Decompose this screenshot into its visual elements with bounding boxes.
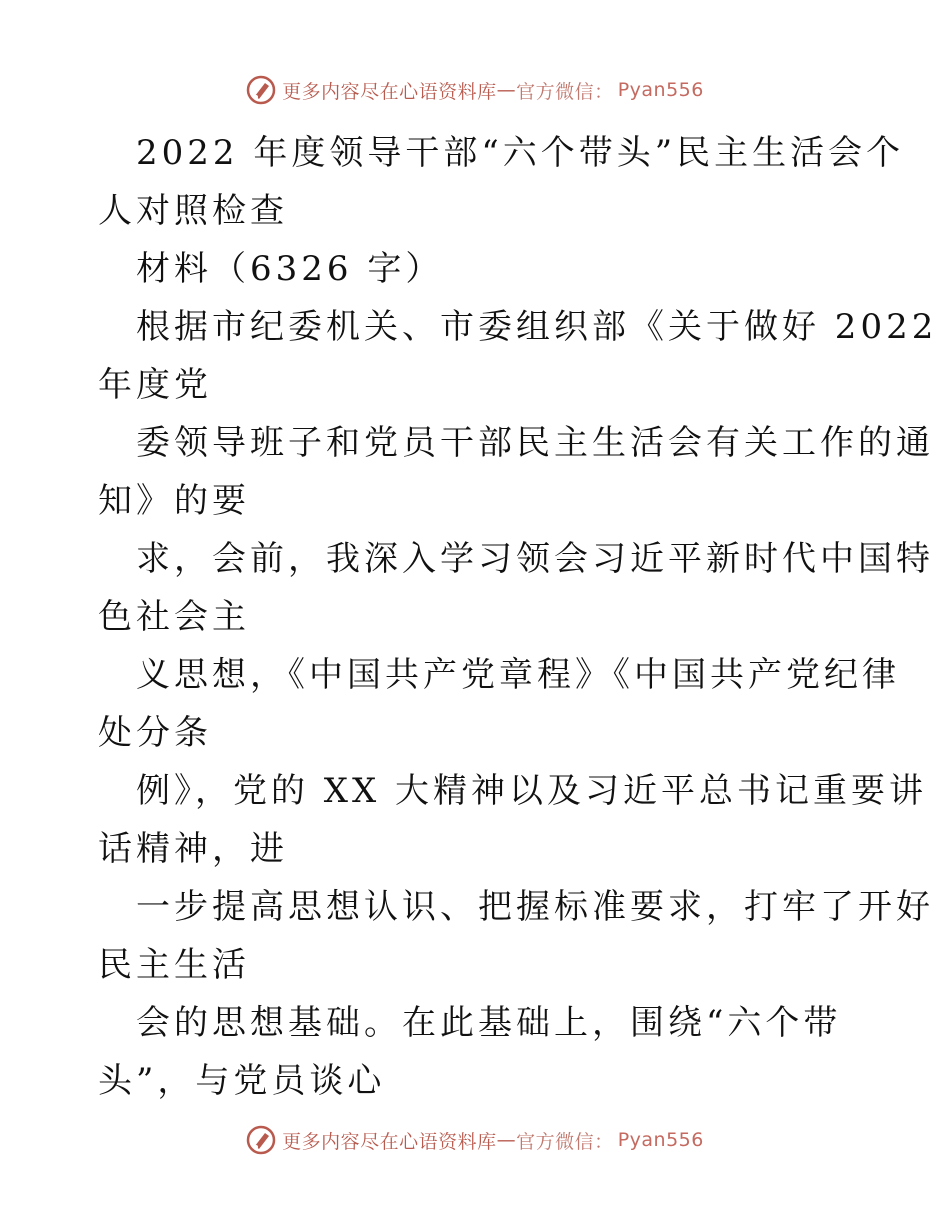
banner-wechat-label: 官方微信： — [516, 80, 614, 103]
header-watermark-banner — [0, 70, 950, 110]
text-line: 2022 年度领导干部“六个带头”民主生活会个 — [136, 133, 905, 173]
text-line: 年度党 — [98, 365, 212, 405]
text-line: 处分条 — [98, 713, 212, 753]
banner-wechat-id: Pyan556 — [617, 1129, 704, 1151]
text-line: 一步提高思想认识、把握标准要求，打牢了开好 — [136, 887, 934, 927]
text-line: 例》，党的 XX 大精神以及习近平总书记重要讲 — [136, 771, 928, 811]
text-line: 材料（6326 字） — [136, 249, 444, 289]
footer-watermark-banner — [0, 1120, 950, 1160]
banner-dash: — — [496, 79, 517, 101]
text-line: 委领导班子和党员干部民主生活会有关工作的通 — [136, 423, 934, 463]
text-line: 会的思想基础。在此基础上，围绕“六个带 — [136, 1003, 842, 1043]
text-line: 头”，与党员谈心 — [98, 1061, 386, 1101]
text-line: 色社会主 — [98, 597, 250, 637]
text-line: 求，会前，我深入学习领会习近平新时代中国特 — [136, 539, 934, 579]
text-line: 民主生活 — [98, 945, 250, 985]
text-line: 话精神，进 — [98, 829, 288, 869]
text-line: 根据市纪委机关、市委组织部《关于做好 2022 — [136, 307, 938, 347]
banner-text: 更多内容尽在心语资料库 — [282, 80, 497, 103]
text-line: 知》的要 — [98, 481, 250, 521]
banner-wechat-label: 官方微信： — [516, 1130, 614, 1153]
pen-nib-logo-icon — [246, 1125, 276, 1155]
document-body — [98, 124, 938, 1110]
banner-wechat-id: Pyan556 — [617, 79, 704, 101]
pen-nib-logo-icon — [246, 75, 276, 105]
banner-text: 更多内容尽在心语资料库 — [282, 1130, 497, 1153]
text-line: 人对照检查 — [98, 191, 288, 231]
banner-dash: — — [496, 1129, 517, 1151]
text-line: 义思想，《中国共产党章程》《中国共产党纪律 — [136, 655, 900, 695]
